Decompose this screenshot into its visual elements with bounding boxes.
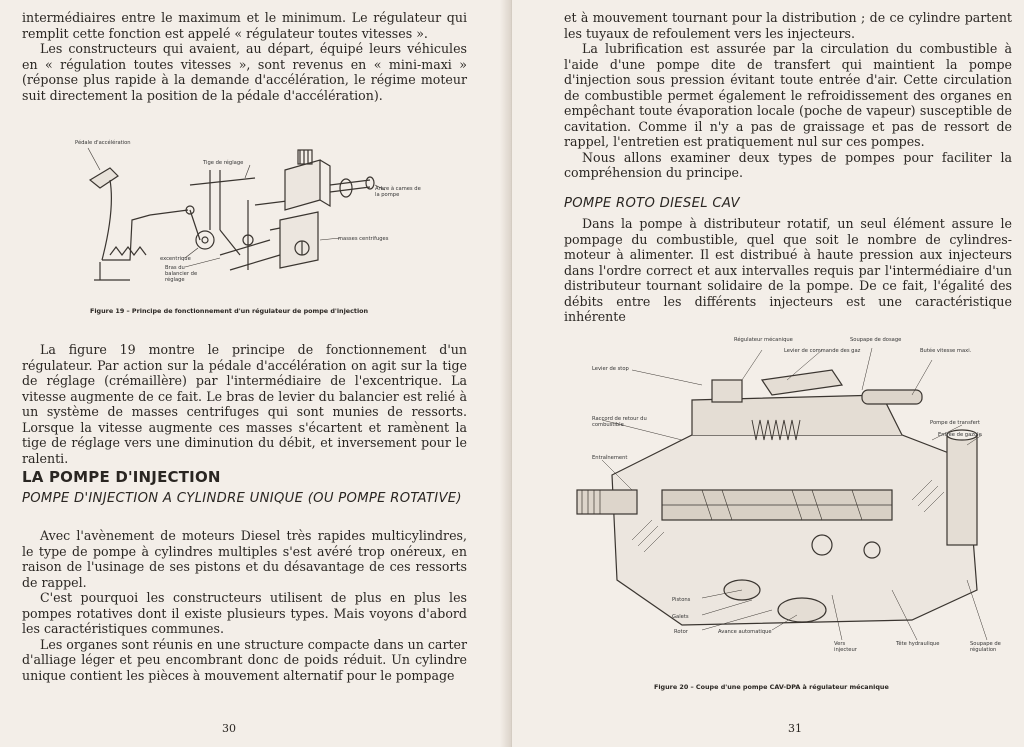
fig20-label-regulateur: Régulateur mécanique bbox=[734, 337, 793, 343]
left-mid-text bbox=[22, 342, 467, 466]
fig19-label-tige: Tige de réglage bbox=[203, 160, 244, 166]
fig19-label-excentrique: excentrique bbox=[160, 256, 191, 262]
fig19-label-arbre: Arbre à cames de la pompe bbox=[375, 186, 421, 198]
fig20-label-entree: Entrée de gazole bbox=[938, 432, 982, 438]
page-number-left: 30 bbox=[222, 722, 236, 735]
fig19-label-pedale: Pédale d'accélération bbox=[75, 140, 131, 146]
left-page bbox=[0, 0, 510, 747]
fig20-label-galets: Galets bbox=[672, 614, 689, 620]
fig20-label-pompe-transfert: Pompe de transfert bbox=[930, 420, 980, 426]
left-bottom-text bbox=[22, 528, 467, 683]
fig20-label-avance: Avance automatique bbox=[718, 629, 772, 635]
subsection-heading: POMPE D'INJECTION A CYLINDRE UNIQUE (OU POMPE ROTATIVE) bbox=[22, 491, 462, 506]
right-mid-text bbox=[564, 216, 1012, 325]
right-paragraph-4: Dans la pompe à distributeur rotatif, un seul élément assure le pompage du combustible, quel que soit le nombre de cylindres-moteur à alimenter. Il est distribué à haute pression aux injecteurs dans l'ordre correct et aux intervalles requis par l'intermédiaire d'un distributeur tournant solidaire de la pompe. De ce fait, l'égalité des débits entre les différents injecteurs est une caractéristique inhérente bbox=[564, 216, 1012, 324]
right-page bbox=[512, 0, 1024, 747]
left-paragraph-4: Avec l'avènement de moteurs Diesel très rapides multicylindres, le type de pompe à cylindres multiples s'est avéré trop onéreux, en raison de l'usinage de ses pistons et du désavantage de ces ressorts de rappel. bbox=[22, 528, 467, 590]
fig19-caption: Figure 19 – Principe de fonctionnement d'un régulateur de pompe d'injection bbox=[90, 307, 369, 315]
fig20-label-raccord: Raccord de retour du combustible bbox=[592, 416, 647, 428]
fig20-label-tete: Tête hydraulique bbox=[896, 641, 940, 647]
section-heading: LA POMPE D'INJECTION bbox=[22, 468, 221, 486]
fig20-label-levier-gaz: Levier de commande des gaz bbox=[784, 348, 861, 354]
fig20-caption: Figure 20 – Coupe d'une pompe CAV-DPA à régulateur mécanique bbox=[654, 683, 889, 691]
left-paragraph-5: C'est pourquoi les constructeurs utilisent de plus en plus les pompes rotatives dont il existe plusieurs types. Mais voyons d'abord les caractéristiques communes. bbox=[22, 590, 467, 636]
fig20-label-butee: Butée vitesse maxi. bbox=[920, 348, 972, 354]
left-top-text bbox=[22, 10, 467, 103]
right-paragraph-1: et à mouvement tournant pour la distribution ; de ce cylindre partent les tuyaux de refoulement vers les injecteurs. bbox=[564, 10, 1012, 41]
fig20-label-levier-stop: Levier de stop bbox=[592, 366, 629, 372]
left-paragraph-3: La figure 19 montre le principe de fonctionnement d'un régulateur. Par action sur la pédale d'accélération on agit sur la tige de réglage (crémaillère) par l'intermédiaire de l'excentrique. La vitesse augmente de ce fait. Le bras de levier du balancier est relié à un système de masses centrifuges qui sont munies de ressorts. Lorsque la vitesse augmente ces masses s'écartent et ramènent la tige de réglage vers une diminution du débit, et inversement pour le ralenti. bbox=[22, 342, 467, 466]
fig20-label-vers-injecteur: Vers injecteur bbox=[834, 641, 857, 653]
right-paragraph-2: La lubrification est assurée par la circulation du combustible à l'aide d'une pompe dite de transfert qui maintient la pompe d'injection sous pression évitant toute entrée d'air. Cette circulation de combustible permet également le refroidissement des organes en empêchant toute évaporation locale (poche de vapeur) susceptible de cavitation. Comme il n'y a pas de graissage et pas de ressort de rappel, l'entretien est pratiquement nul sur ces pompes. bbox=[564, 41, 1012, 149]
left-paragraph-6: Les organes sont réunis en une structure compacte dans un carter d'alliage léger et peu encombrant donc de poids réduit. Un cylindre unique contient les pièces à mouvement alternatif pour le pompage bbox=[22, 636, 467, 683]
figure-19-regulator-diagram bbox=[70, 130, 430, 300]
fig19-label-masses: masses centrifuges bbox=[338, 236, 389, 242]
page-number-right: 31 bbox=[788, 722, 802, 735]
fig19-label-bras: Bras du balancier de réglage bbox=[165, 265, 198, 283]
right-paragraph-3: Nous allons examiner deux types de pompes pour faciliter la compréhension du principe. bbox=[564, 149, 1012, 180]
left-paragraph-1: intermédiaires entre le maximum et le minimum. Le régulateur qui remplit cette fonction est appelé « régulateur toutes vitesses ». bbox=[22, 10, 467, 41]
figure-20-cav-pump-cutaway bbox=[572, 340, 1012, 660]
right-top-text bbox=[564, 10, 1012, 181]
fig20-label-soupape-regulation: Soupape de régulation bbox=[970, 641, 1001, 653]
fig20-label-pistons: Pistons bbox=[672, 597, 691, 603]
fig20-label-rotor: Rotor bbox=[674, 629, 688, 635]
left-paragraph-2: Les constructeurs qui avaient, au départ, équipé leurs véhicules en « régulation toutes vitesses », sont revenus en « mini-maxi » (réponse plus rapide à la demande d'accélération, le régime moteur suit directement la position de la pédale d'accélération). bbox=[22, 41, 467, 103]
fig20-label-soupape-dosage: Soupape de dosage bbox=[850, 337, 902, 343]
fig20-label-entrainement: Entraînement bbox=[592, 455, 628, 461]
right-subheading: POMPE ROTO DIESEL CAV bbox=[564, 196, 740, 211]
